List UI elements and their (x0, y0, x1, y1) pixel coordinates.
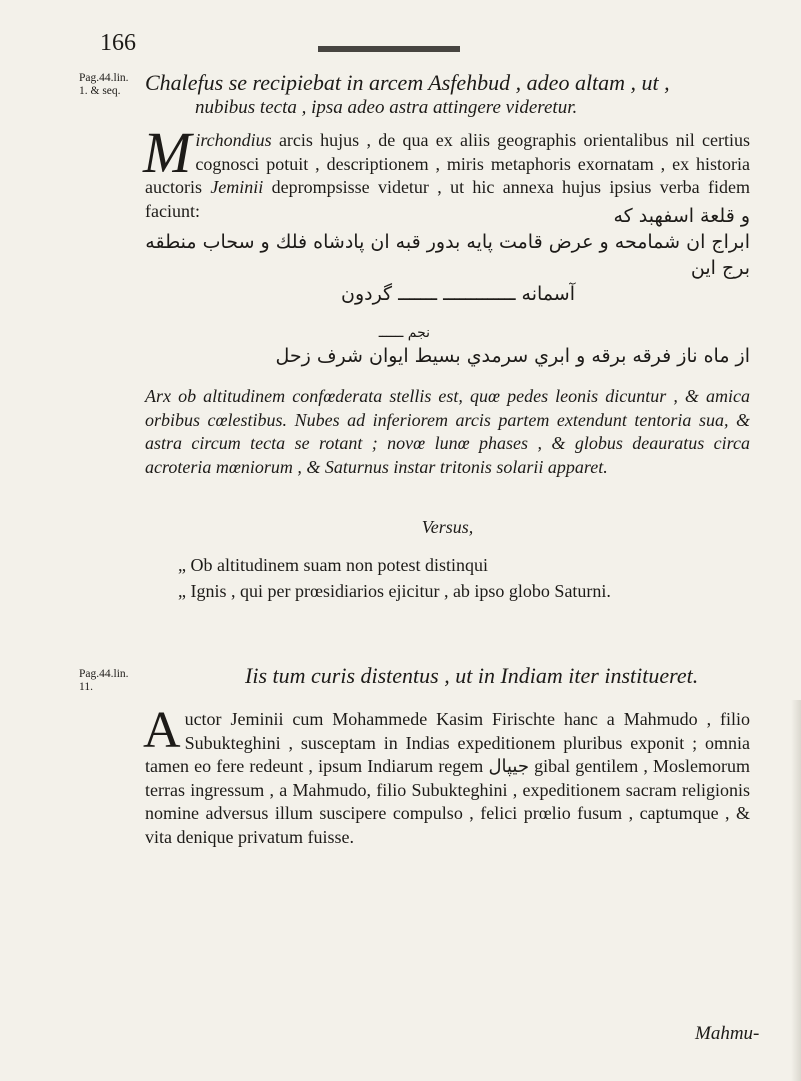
paragraph-1-text2: deprompsisse videtur , ut hic annexa hujus ipsius verba fidem faciunt: (145, 177, 750, 221)
drop-cap-m: M (143, 120, 192, 185)
arabic-line-2: ابراج ان شمامحه و عرض قامت پايه بدور قبه ان پادشاه فلك و سحاب منطقه (145, 231, 750, 253)
arabic-line-4: آسمانه ـــــــــــــ ـــــــ گردون (340, 283, 575, 305)
verse-block (178, 552, 611, 604)
paragraph-2-translation: Arx ob altitudinem confœderata stellis est, quœ pedes leonis dicuntur , & amica orbibus cœlestibus. Nubes ad inferiorem arcis partem extendunt tentoria sua, & astra circum tecta se rotant ; novœ lunœ phases , & globus deauratus circa acroteria mœniorum , & Saturnus instar tritonis solarii apparet. (145, 386, 750, 477)
verse-line-1: „ Ob altitudinem suam non potest distinqui (178, 555, 488, 575)
author-name: irchondius (195, 130, 272, 150)
arabic-line-3: برج اين (690, 257, 750, 279)
header-ornament (318, 44, 460, 54)
page-edge-shadow (791, 700, 801, 1081)
section-heading-1 (145, 70, 755, 120)
heading-1-line1: Chalefus se recipiebat in arcem Asfehbud , adeo altam , ut , (145, 70, 670, 95)
margin-note-1-line2: 1. & seq. (79, 85, 121, 97)
paragraph-3-text: uctor Jeminii cum Mohammede Kasim Firischte hanc a Mahmudo , filio Subukteghini , susceptam in Indias expeditionem pluribus exponit ; omnia tamen eo fere redeunt , ipsum Indiarum regem جيپال gibal gentilem , Moslemorum terras ingressum , a Mahmudo, filio Subukteghini , expeditionem sacram religionis nomine adversus illum suscipere compulso , felici prœlio fusum , captumque , & vita denique privatum fuisse. (145, 709, 750, 847)
catchword: Mahmu- (695, 1023, 760, 1044)
author-jeminii: Jeminii (210, 177, 264, 197)
margin-note-2 (79, 668, 143, 694)
verse-line-2: „ Ignis , qui per prœsidiarios ejicitur , ab ipso globo Saturni. (178, 581, 611, 601)
arabic-line-6: از ماه ناز فرقه برقه و ابري سرمدي بسيط ايوان شرف زحل (275, 345, 750, 367)
heading-1-line2: nubibus tecta , ipsa adeo astra attingere videretur. (195, 97, 578, 118)
arabic-line-1: و قلعة اسفهبد كه (613, 205, 750, 227)
margin-note-1-line1: Pag.44.lin. (79, 72, 129, 84)
section-heading-2: Iis tum curis distentus , ut in Indiam iter institueret. (245, 663, 699, 688)
margin-note-1 (79, 72, 143, 98)
paragraph-3 (143, 702, 750, 849)
paragraph-1-text: arcis hujus , de qua ex aliis geographis orientalibus nil certius cognosci potuit , descriptionem , miris metaphoris exornatam , ex historia auctoris (145, 130, 750, 197)
margin-note-2-line1: Pag.44.lin. (79, 668, 129, 680)
drop-cap-a: A (143, 702, 181, 759)
page-number: 166 (100, 30, 136, 56)
margin-note-2-line2: 11. (79, 681, 93, 693)
verse-title: Versus, (421, 517, 474, 537)
arabic-line-5: نجم ــــــ (378, 325, 430, 341)
